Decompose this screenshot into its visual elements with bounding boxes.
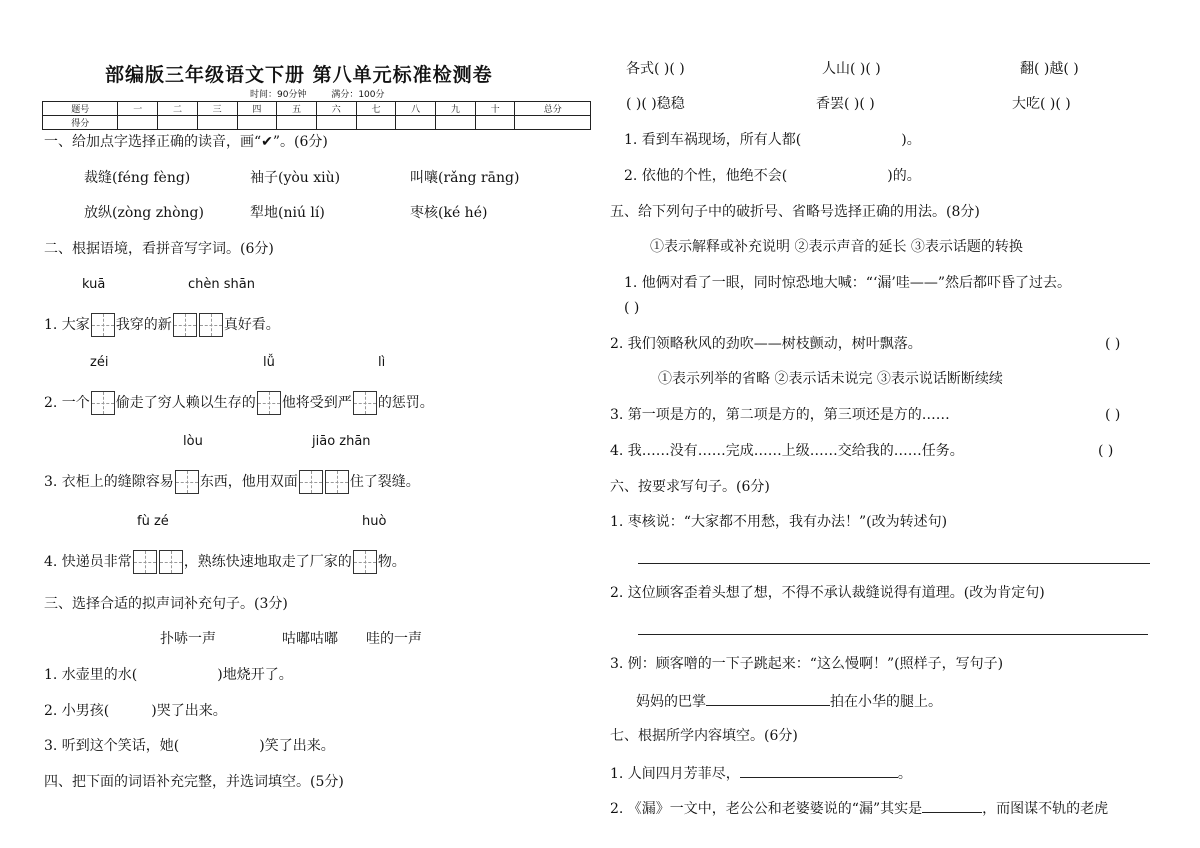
idiom-fill-item[interactable]: 大吃( )( ) <box>1012 96 1071 112</box>
question-text: 3. 衣柜上的缝隙容易 <box>44 474 174 490</box>
exam-full-score: 满分：100分 <box>331 90 385 100</box>
section-2-heading: 二、根据语境，看拼音写字词。(6分) <box>44 241 274 257</box>
score-table <box>42 101 591 130</box>
char-box[interactable] <box>299 470 323 494</box>
section-1-heading: 一、给加点字选择正确的读音，画“✔”。(6分) <box>44 134 328 150</box>
score-input-cell[interactable] <box>197 116 237 130</box>
question-3-2 <box>44 702 227 720</box>
question-text: 2. 小男孩( <box>44 703 110 719</box>
score-input-cell[interactable] <box>515 116 591 130</box>
char-box[interactable] <box>173 313 197 337</box>
pinyin-label: lì <box>378 355 386 370</box>
answer-line[interactable] <box>638 563 1150 564</box>
question-6-2: 2. 这位顾客歪着头想了想，不得不承认裁缝说得有道理。(改为肯定句) <box>610 585 1045 601</box>
question-text: ，而图谋不轨的老虎 <box>982 801 1109 817</box>
onomatopoeia-option: 咕嘟咕嘟 <box>282 631 338 647</box>
char-box[interactable] <box>175 470 199 494</box>
question-text: )哭了出来。 <box>151 703 227 719</box>
score-header-cell: 七 <box>356 102 396 116</box>
score-header-cell: 九 <box>436 102 476 116</box>
idiom-fill-item[interactable]: ( )( )稳稳 <box>626 96 685 112</box>
question-text: )地烧开了。 <box>217 667 293 683</box>
question-text: 住了裂缝。 <box>349 474 420 490</box>
idiom-fill-item[interactable]: 各式( )( ) <box>626 61 685 77</box>
pronunciation-item[interactable]: 裁缝(féng fèng) <box>84 170 191 186</box>
pinyin-label: lòu <box>183 434 203 449</box>
score-input-cell[interactable] <box>237 116 277 130</box>
answer-paren[interactable]: ( ) <box>1105 407 1121 423</box>
question-5-4: 4. 我……没有……完成……上级……交给我的……任务。 <box>610 443 964 459</box>
fill-question-2 <box>624 167 921 185</box>
question-text: 物。 <box>377 554 406 570</box>
question-text: 我穿的新 <box>115 317 172 333</box>
score-header-cell: 五 <box>277 102 317 116</box>
score-input-cell[interactable] <box>158 116 198 130</box>
question-text: 东西，他用双面 <box>199 474 298 490</box>
question-text: )。 <box>901 132 921 148</box>
answer-blank[interactable] <box>740 763 898 778</box>
question-7-1 <box>610 763 912 783</box>
pronunciation-item[interactable]: 放纵(zòng zhòng) <box>84 205 204 221</box>
char-box[interactable] <box>91 313 115 337</box>
score-header-cell: 三 <box>197 102 237 116</box>
question-6-3-example <box>636 691 942 711</box>
section-4-heading: 四、把下面的词语补充完整，并选词填空。(5分) <box>44 774 344 790</box>
onomatopoeia-option: 扑哧一声 <box>160 631 216 647</box>
score-input-cell[interactable] <box>118 116 158 130</box>
question-text: )笑了出来。 <box>259 738 335 754</box>
question-text: 1. 看到车祸现场，所有人都( <box>624 132 802 148</box>
score-header-cell: 四 <box>237 102 277 116</box>
question-text: 3. 听到这个笑话，她( <box>44 738 180 754</box>
pronunciation-item[interactable]: 袖子(yòu xiù) <box>250 170 341 186</box>
score-table-score-row <box>43 116 591 130</box>
char-box[interactable] <box>353 550 377 574</box>
question-text: 1. 水壶里的水( <box>44 667 138 683</box>
onomatopoeia-option: 哇的一声 <box>366 631 422 647</box>
section-7-heading: 七、根据所学内容填空。(6分) <box>610 728 798 744</box>
score-header-cell: 六 <box>316 102 356 116</box>
idiom-fill-item[interactable]: 人山( )( ) <box>822 61 881 77</box>
score-input-cell[interactable] <box>356 116 396 130</box>
question-2-3 <box>44 469 420 495</box>
score-header-cell: 题号 <box>43 102 118 116</box>
question-7-2 <box>610 798 1108 818</box>
char-box[interactable] <box>325 470 349 494</box>
score-table-header-row <box>43 102 591 116</box>
question-text: 1. 大家 <box>44 317 90 333</box>
char-box[interactable] <box>91 391 115 415</box>
pronunciation-item[interactable]: 枣核(ké hé) <box>410 205 488 221</box>
question-6-1: 1. 枣核说：“大家都不用愁，我有办法！”(改为转述句) <box>610 514 948 530</box>
usage-options-2: ①表示列举的省略 ②表示话未说完 ③表示说话断断续续 <box>658 371 1003 387</box>
idiom-fill-item[interactable]: 翻( )越( ) <box>1020 61 1079 77</box>
question-2-4 <box>44 549 406 575</box>
question-text: 的惩罚。 <box>377 395 434 411</box>
score-header-cell: 十 <box>475 102 515 116</box>
section-6-heading: 六、按要求写句子。(6分) <box>610 479 770 495</box>
answer-paren[interactable]: ( ) <box>624 300 640 316</box>
idiom-fill-item[interactable]: 香罢( )( ) <box>816 96 875 112</box>
answer-blank[interactable] <box>706 691 830 706</box>
question-text: 他将受到严 <box>281 395 352 411</box>
score-input-cell[interactable] <box>475 116 515 130</box>
char-box[interactable] <box>133 550 157 574</box>
answer-paren[interactable]: ( ) <box>1098 443 1114 459</box>
exam-time: 时间：90分钟 <box>250 90 307 100</box>
pinyin-label: huò <box>362 514 387 529</box>
page-title: 部编版三年级语文下册 第八单元标准检测卷 <box>105 64 493 86</box>
exam-meta <box>250 87 407 100</box>
question-text: 2. 《漏》一文中，老公公和老婆婆说的“漏”其实是 <box>610 801 923 817</box>
question-text: 2. 一个 <box>44 395 90 411</box>
question-text: )的。 <box>887 168 921 184</box>
question-text: 4. 快递员非常 <box>44 554 132 570</box>
score-input-cell[interactable] <box>277 116 317 130</box>
score-input-cell[interactable] <box>396 116 436 130</box>
score-header-cell: 二 <box>158 102 198 116</box>
question-text: 妈妈的巴掌 <box>636 694 706 710</box>
answer-line[interactable] <box>638 634 1148 635</box>
pinyin-label: jiāo zhān <box>312 434 371 449</box>
section-3-heading: 三、选择合适的拟声词补充句子。(3分) <box>44 596 288 612</box>
question-5-2: 2. 我们领略秋风的劲吹——树枝颤动，树叶飘落。 <box>610 336 922 352</box>
question-text: 2. 依他的个性，他绝不会( <box>624 168 788 184</box>
question-6-3: 3. 例：顾客噌的一下子跳起来：“这么慢啊！”(照样子，写句子) <box>610 656 1004 672</box>
question-3-3 <box>44 737 335 755</box>
fill-question-1 <box>624 131 921 149</box>
question-2-1 <box>44 312 280 338</box>
pinyin-label: chèn shān <box>188 277 255 292</box>
score-header-cell: 八 <box>396 102 436 116</box>
question-5-1: 1. 他俩对看了一眼，同时惊恐地大喊：“‘漏’哇——”然后都吓昏了过去。 <box>624 275 1072 291</box>
question-3-1 <box>44 666 293 684</box>
pinyin-label: lǚ <box>263 355 275 370</box>
question-text: 。 <box>897 766 912 782</box>
question-text: 真好看。 <box>223 317 280 333</box>
question-text: 偷走了穷人赖以生存的 <box>115 395 256 411</box>
score-input-cell[interactable] <box>316 116 356 130</box>
score-input-cell[interactable] <box>436 116 476 130</box>
char-box[interactable] <box>199 313 223 337</box>
question-text: 拍在小华的腿上。 <box>830 694 942 710</box>
pronunciation-item[interactable]: 叫嚷(rǎng rāng) <box>410 170 520 186</box>
pinyin-label: kuā <box>82 277 106 292</box>
answer-paren[interactable]: ( ) <box>1105 336 1121 352</box>
pinyin-label: fù zé <box>137 514 169 529</box>
question-text: ，熟练快速地取走了厂家的 <box>183 554 352 570</box>
char-box[interactable] <box>353 391 377 415</box>
question-text: 1. 人间四月芳菲尽， <box>610 766 740 782</box>
score-header-cell: 一 <box>118 102 158 116</box>
char-box[interactable] <box>257 391 281 415</box>
question-2-2 <box>44 390 434 416</box>
question-5-3: 3. 第一项是方的，第二项是方的，第三项还是方的…… <box>610 407 950 423</box>
score-header-cell: 总分 <box>515 102 591 116</box>
answer-blank[interactable] <box>922 798 982 813</box>
usage-options-1: ①表示解释或补充说明 ②表示声音的延长 ③表示话题的转换 <box>650 239 1023 255</box>
pronunciation-item[interactable]: 犁地(niú lí) <box>250 205 325 221</box>
score-row-label: 得分 <box>43 116 118 130</box>
pinyin-label: zéi <box>90 355 109 370</box>
section-5-heading: 五、给下列句子中的破折号、省略号选择正确的用法。(8分) <box>610 204 980 220</box>
char-box[interactable] <box>159 550 183 574</box>
